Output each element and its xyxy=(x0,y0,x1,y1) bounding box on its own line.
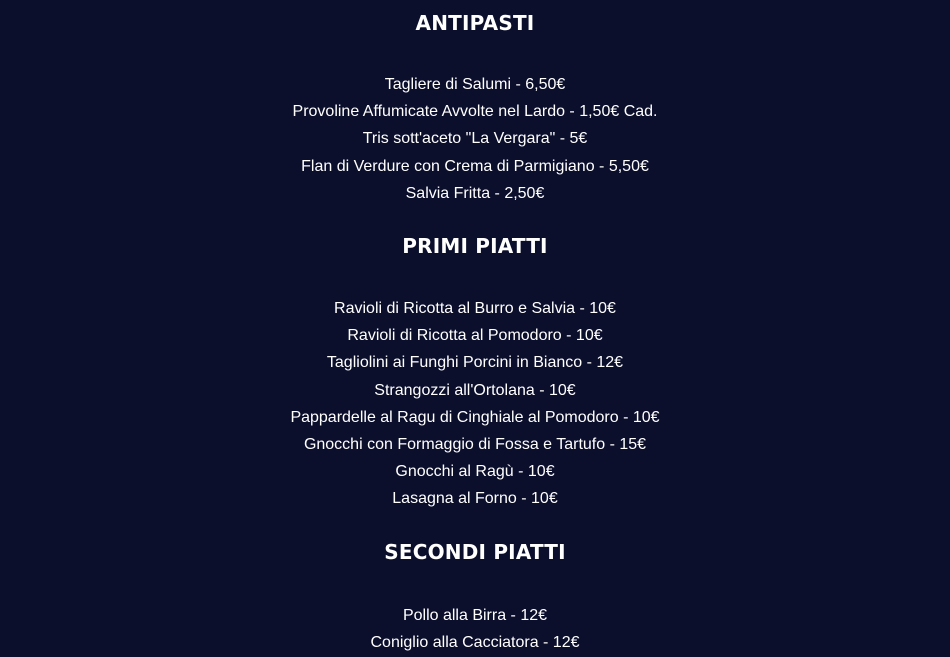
section-items-primi-piatti xyxy=(0,295,950,513)
menu-item: Strangozzi all'Ortolana - 10€ xyxy=(374,381,576,399)
menu-item: Tris sott'aceto "La Vergara" - 5€ xyxy=(362,130,588,148)
menu-item: Gnocchi con Formaggio di Fossa e Tartufo - 15€ xyxy=(303,435,647,453)
section-items-secondi-piatti xyxy=(0,602,950,656)
menu-item: Tagliolini ai Funghi Porcini in Bianco - 12€ xyxy=(326,354,624,372)
menu-item: Ravioli di Ricotta al Burro e Salvia - 10€ xyxy=(334,300,616,317)
section-title-antipasti: ANTIPASTI xyxy=(415,11,535,35)
menu-item: Coniglio alla Cacciatora - 12€ xyxy=(370,634,580,652)
menu-item: Provoline Affumicate Avvolte nel Lardo - 1,50€ Cad. xyxy=(292,103,658,121)
menu-item: Lasagna al Forno - 10€ xyxy=(392,490,558,508)
menu-item: Pappardelle al Ragu di Cinghiale al Pomodoro - 10€ xyxy=(290,408,660,426)
menu-item: Pollo alla Birra - 12€ xyxy=(402,607,548,624)
menu-item: Gnocchi al Ragù - 10€ xyxy=(395,463,555,481)
section-items-antipasti xyxy=(0,71,950,207)
menu-item: Ravioli di Ricotta al Pomodoro - 10€ xyxy=(347,327,603,345)
menu-item: Salvia Fritta - 2,50€ xyxy=(405,184,545,202)
menu-item: Tagliere di Salumi - 6,50€ xyxy=(384,76,566,93)
menu-item: Flan di Verdure con Crema di Parmigiano - 5,50€ xyxy=(301,157,649,175)
section-title-secondi-piatti: SECONDI PIATTI xyxy=(384,540,566,564)
section-title-primi-piatti: PRIMI PIATTI xyxy=(402,234,548,258)
